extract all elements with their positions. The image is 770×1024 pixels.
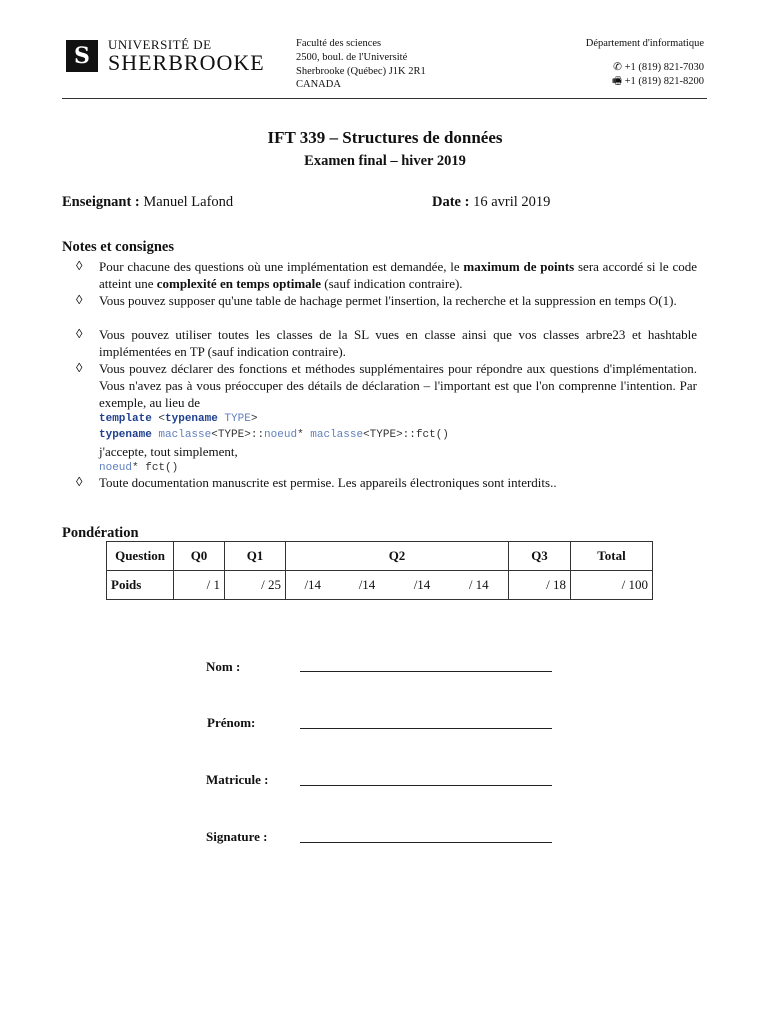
bullet-icon: ◊ bbox=[76, 474, 83, 489]
logo-text bbox=[108, 38, 265, 74]
code-line-1: template <typename TYPE> bbox=[99, 413, 258, 425]
prenom-label: Prénom: bbox=[207, 715, 256, 730]
page-subtitle: Examen final – hiver 2019 bbox=[304, 153, 466, 169]
notes-title: Notes et consignes bbox=[62, 239, 174, 255]
poids-q2-a: /14 bbox=[286, 571, 340, 600]
department-name: Département d'informatique bbox=[585, 38, 704, 49]
header-cell: Total bbox=[571, 542, 653, 571]
row-label: Poids bbox=[107, 571, 174, 600]
phone-number: ✆ +1 (819) 821-7030 bbox=[613, 61, 704, 73]
poids-q1: / 25 bbox=[225, 571, 286, 600]
matricule-field[interactable] bbox=[300, 785, 552, 786]
note-item-3: Vous pouvez utiliser toutes les classes de la SL vues en classe ainsi que vos classes arbre23 et hashtable implémentées en TP (sauf indication contraire). bbox=[99, 327, 697, 359]
teacher-info bbox=[62, 194, 233, 211]
poids-q3: / 18 bbox=[509, 571, 571, 600]
poids-total: / 100 bbox=[571, 571, 653, 600]
prenom-field[interactable] bbox=[300, 728, 552, 729]
nom-label: Nom : bbox=[206, 659, 241, 674]
department-info bbox=[586, 37, 704, 88]
note-item-1: Pour chacune des questions où une implémentation est demandée, le maximum de points sera accordé si le code atteint une complexité en temps optimale (sauf indication contraire). bbox=[99, 259, 697, 291]
exam-date bbox=[432, 194, 550, 211]
table-header-row bbox=[107, 542, 653, 571]
code-line-2: typename maclasse<TYPE>::noeud* maclasse<TYPE>::fct() bbox=[99, 429, 449, 441]
signature-field[interactable] bbox=[300, 842, 552, 843]
page-title: IFT 339 – Structures de données bbox=[267, 128, 503, 147]
faculty-line: Sherbrooke (Québec) J1K 2R1 bbox=[296, 65, 426, 77]
note-item-5: Toute documentation manuscrite est permise. Les appareils électroniques sont interdits.. bbox=[99, 475, 557, 490]
note-item-2: Vous pouvez supposer qu'une table de hachage permet l'insertion, la recherche et la suppression en temps O(1). bbox=[99, 293, 677, 308]
date-value: 16 avril 2019 bbox=[473, 194, 551, 210]
note-item-4-text: Vous pouvez déclarer des fonctions et méthodes supplémentaires pour répondre aux questions d'implémentation. Vous n'avez pas à vous préoccuper des détails de déclaration – l'important est que l'on comprenne l'intention. Par exemple, au lieu de bbox=[99, 361, 697, 410]
logo-line1: UNIVERSITÉ DE bbox=[108, 37, 212, 52]
poids-q2-d: / 14 bbox=[450, 571, 509, 600]
bullet-icon: ◊ bbox=[76, 292, 83, 307]
matricule-label: Matricule : bbox=[206, 772, 269, 787]
poids-q0: / 1 bbox=[174, 571, 225, 600]
signature-label: Signature : bbox=[206, 829, 268, 844]
faculty-line: CANADA bbox=[296, 79, 341, 91]
poids-q2-c: /14 bbox=[395, 571, 450, 600]
poids-q2-b: /14 bbox=[340, 571, 395, 600]
header-cell: Q1 bbox=[225, 542, 286, 571]
faculty-line: 2500, boul. de l'Université bbox=[296, 51, 408, 63]
nom-field[interactable] bbox=[300, 671, 552, 672]
code-line-3: noeud* fct() bbox=[99, 462, 179, 474]
note-item-4 bbox=[99, 360, 697, 476]
header-cell: Q2 bbox=[286, 542, 509, 571]
date-label: Date : bbox=[432, 194, 470, 210]
teacher-name: Manuel Lafond bbox=[143, 194, 234, 210]
university-logo bbox=[66, 38, 265, 74]
header-cell: Q3 bbox=[509, 542, 571, 571]
faculty-address bbox=[296, 37, 426, 92]
logo-line2: SHERBROOKE bbox=[108, 50, 265, 75]
faculty-line: Faculté des sciences bbox=[296, 38, 382, 49]
bullet-icon: ◊ bbox=[76, 326, 83, 341]
ponderation-table bbox=[106, 541, 653, 600]
bullet-icon: ◊ bbox=[76, 258, 83, 273]
ponderation-title: Pondération bbox=[62, 525, 139, 541]
fax-number: 🖷 +1 (819) 821-8200 bbox=[612, 75, 704, 87]
bullet-icon: ◊ bbox=[76, 360, 83, 375]
logo-mark: S bbox=[66, 40, 98, 72]
header-divider bbox=[62, 98, 707, 99]
teacher-label: Enseignant : bbox=[62, 194, 140, 210]
table-row bbox=[107, 571, 653, 600]
accept-text: j'accepte, tout simplement, bbox=[99, 444, 238, 459]
header-cell: Q0 bbox=[174, 542, 225, 571]
header-cell: Question bbox=[107, 542, 174, 571]
